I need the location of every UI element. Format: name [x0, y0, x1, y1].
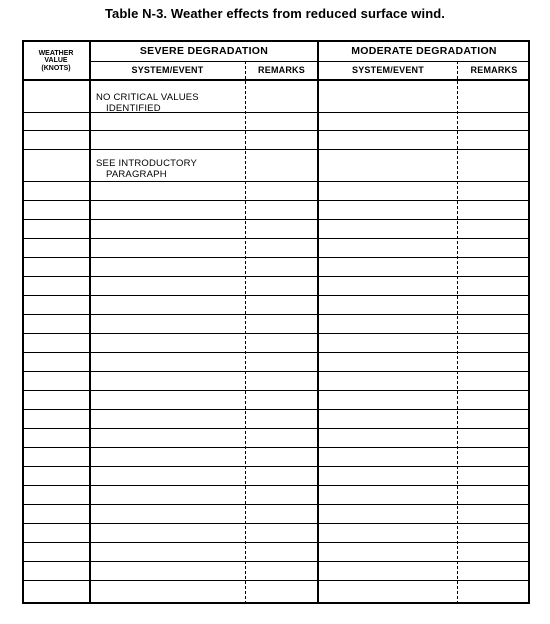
- weather-value-header-line: VALUE: [44, 57, 68, 65]
- table-title: Table N-3. Weather effects from reduced surface wind.: [104, 6, 446, 21]
- column-rule: [317, 40, 319, 604]
- row-rule: [22, 542, 530, 543]
- row-rule: [22, 257, 530, 258]
- row-rule: [22, 238, 530, 239]
- row-rule: [22, 219, 530, 220]
- moderate-remarks-header: REMARKS: [470, 65, 518, 75]
- severe-system-event-header: SYSTEM/EVENT: [131, 65, 204, 75]
- row-rule: [22, 181, 530, 182]
- severe-remarks-header: REMARKS: [258, 65, 305, 75]
- row-rule: [22, 130, 530, 131]
- weather-value-header: [22, 50, 90, 72]
- weather-value-header-line: (KNOTS): [41, 64, 71, 72]
- row-rule: [22, 276, 530, 277]
- row-rule: [22, 447, 530, 448]
- row-rule: [22, 523, 530, 524]
- column-rule: [89, 40, 91, 604]
- row-rule: [22, 504, 530, 505]
- row-rule: [22, 409, 530, 410]
- row-rule: [22, 295, 530, 296]
- moderate-degradation-header: MODERATE DEGRADATION: [351, 45, 497, 57]
- row-rule: [22, 352, 530, 353]
- table-frame: [22, 40, 530, 604]
- note-no-critical-values: [96, 92, 199, 114]
- note-line: IDENTIFIED: [106, 103, 161, 114]
- row-rule: [22, 200, 530, 201]
- weather-value-header-line: WEATHER: [38, 50, 74, 57]
- row-rule: [22, 79, 530, 81]
- row-rule: [22, 112, 530, 113]
- row-rule: [22, 561, 530, 562]
- row-rule: [22, 333, 530, 334]
- row-rule: [22, 390, 530, 391]
- row-rule: [90, 61, 530, 62]
- row-rule: [22, 371, 530, 372]
- moderate-system-event-header: SYSTEM/EVENT: [352, 65, 424, 75]
- note-line: NO CRITICAL VALUES: [96, 92, 199, 103]
- note-line: PARAGRAPH: [106, 169, 167, 180]
- note-line: SEE INTRODUCTORY: [96, 158, 198, 169]
- row-rule: [22, 428, 530, 429]
- row-rule: [22, 466, 530, 467]
- row-rule: [22, 314, 530, 315]
- row-rule: [22, 149, 530, 150]
- row-rule: [22, 485, 530, 486]
- severe-degradation-header: SEVERE DEGRADATION: [139, 45, 269, 57]
- note-see-introductory: [96, 158, 197, 180]
- row-rule: [22, 580, 530, 581]
